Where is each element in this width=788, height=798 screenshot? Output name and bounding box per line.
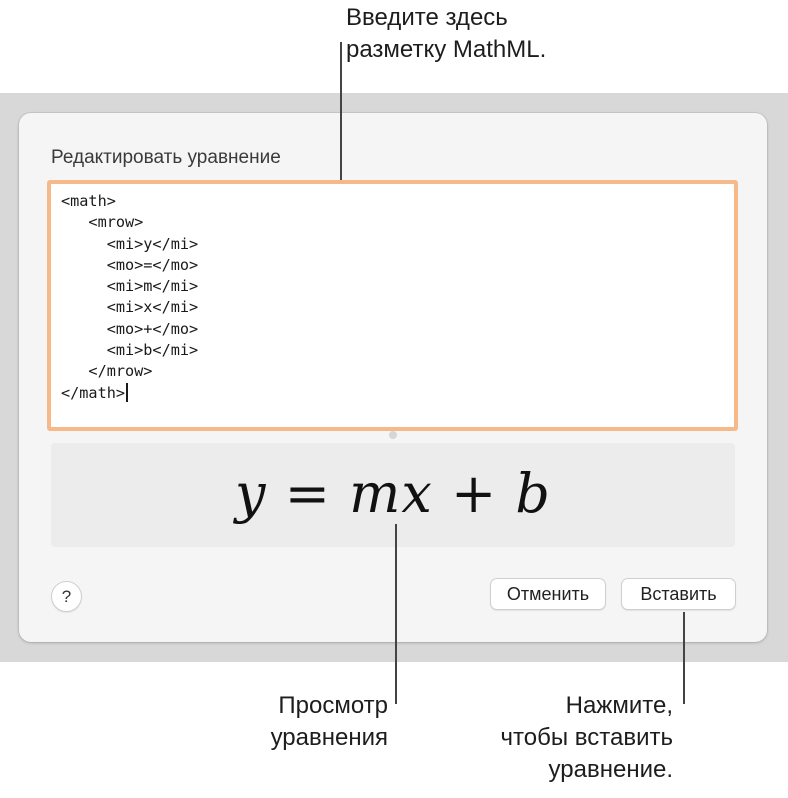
- resize-handle[interactable]: [389, 431, 397, 439]
- equation-preview: [51, 443, 735, 547]
- callout-line-insert: [683, 612, 685, 704]
- callout-line-preview: [395, 524, 397, 704]
- editor-line: </mrow>: [61, 362, 153, 381]
- editor-line: <mo>=</mo>: [61, 255, 199, 274]
- callout-insert: [440, 690, 673, 786]
- callout-markup: [346, 2, 546, 66]
- callout-preview: [250, 690, 388, 754]
- callout-text: Нажмите,: [565, 692, 673, 719]
- callout-text: Введите здесь: [346, 4, 508, 31]
- editor-line: <mrow>: [61, 213, 144, 232]
- cancel-button[interactable]: Отменить: [490, 578, 606, 610]
- editor-line: <mo>+</mo>: [61, 319, 199, 338]
- insert-button[interactable]: Вставить: [621, 578, 736, 610]
- callout-text: уравнение.: [548, 756, 673, 783]
- callout-text: чтобы вставить: [500, 724, 673, 751]
- help-button[interactable]: ?: [51, 581, 82, 612]
- callout-line-markup: [340, 42, 342, 180]
- callout-text: Просмотр: [278, 692, 388, 719]
- preview-equation: y = mx + b: [235, 461, 551, 525]
- editor-line: <mi>b</mi>: [61, 341, 199, 360]
- text-caret: [126, 383, 128, 402]
- editor-line: <mi>x</mi>: [61, 298, 199, 317]
- editor-line: <mi>m</mi>: [61, 277, 199, 296]
- editor-line: <mi>y</mi>: [61, 234, 199, 253]
- callout-text: уравнения: [270, 724, 388, 751]
- dialog-title: Редактировать уравнение: [51, 147, 281, 168]
- editor-line: </math>: [61, 383, 126, 402]
- mathml-editor[interactable]: [47, 180, 738, 431]
- callout-text: разметку MathML.: [346, 36, 547, 63]
- editor-line: <math>: [61, 192, 116, 210]
